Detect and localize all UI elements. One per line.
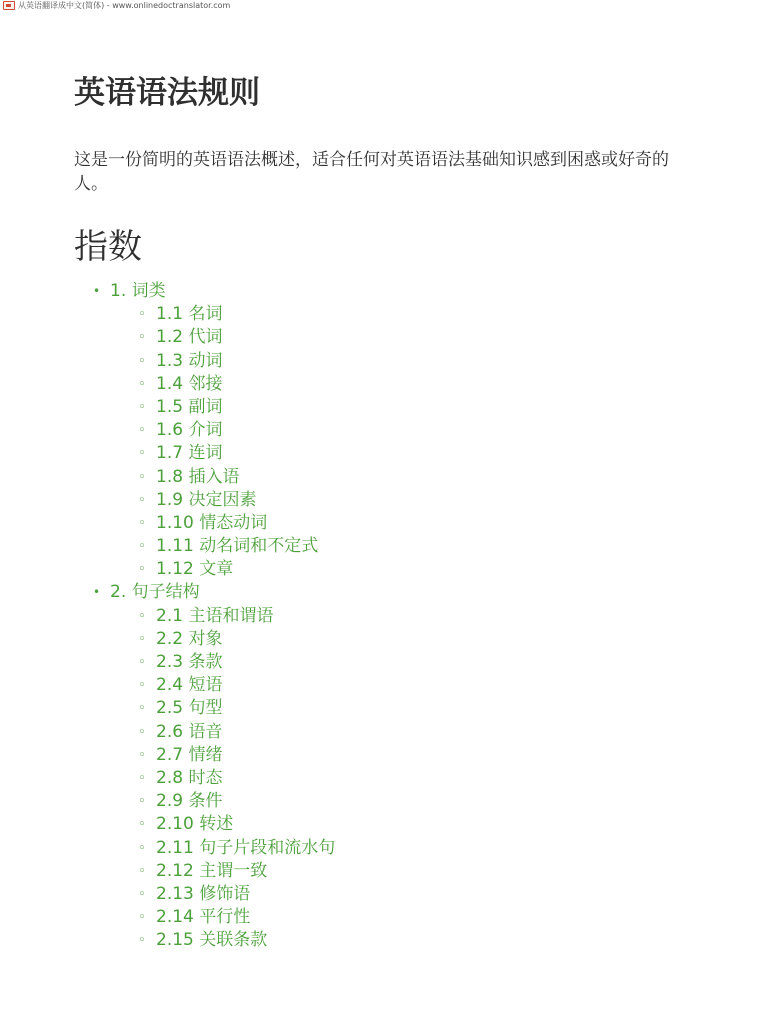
watermark-text: 从英语翻译成中文(简体) - www.onlinedoctranslator.com bbox=[18, 1, 231, 10]
toc-item-link[interactable] bbox=[138, 396, 335, 419]
toc-item-label: 1.10 情态动词 bbox=[156, 512, 268, 533]
toc-item-label: 2.15 关联条款 bbox=[156, 930, 268, 951]
toc-item-label: 1.7 连词 bbox=[156, 443, 223, 464]
bullet-circle-icon: ◦ bbox=[138, 515, 146, 531]
toc-item-label: 2.1 主语和谓语 bbox=[156, 605, 274, 626]
toc-item-label: 2.14 平行性 bbox=[156, 907, 251, 928]
toc-item-link[interactable] bbox=[138, 303, 335, 326]
toc-item-label: 1.8 插入语 bbox=[156, 466, 240, 487]
translator-watermark bbox=[3, 0, 230, 11]
bullet-circle-icon: ◦ bbox=[138, 655, 146, 670]
bullet-circle-icon: ◦ bbox=[138, 840, 146, 856]
toc-item-label: 2.9 条件 bbox=[156, 791, 223, 812]
toc-item-label: 2.8 时态 bbox=[156, 767, 223, 788]
toc-item-link[interactable] bbox=[138, 373, 335, 396]
bullet-circle-icon: ◦ bbox=[138, 863, 146, 879]
bullet-dot-icon: • bbox=[93, 585, 101, 600]
toc-section-link[interactable] bbox=[93, 581, 335, 604]
toc-sublist bbox=[110, 605, 335, 953]
toc-item-label: 1.3 动词 bbox=[156, 350, 223, 371]
bullet-circle-icon: ◦ bbox=[138, 886, 146, 902]
toc-item-link[interactable] bbox=[138, 929, 335, 952]
toc-heading: 指数 bbox=[74, 227, 142, 267]
toc-item-label: 2.10 转述 bbox=[156, 814, 234, 835]
bullet-circle-icon: ◦ bbox=[138, 724, 146, 740]
toc-item-label: 1.2 代词 bbox=[156, 327, 223, 348]
translator-logo-icon bbox=[3, 1, 15, 10]
bullet-circle-icon: ◦ bbox=[138, 817, 146, 833]
toc-item-link[interactable] bbox=[138, 419, 335, 442]
toc-section bbox=[74, 280, 335, 581]
bullet-circle-icon: ◦ bbox=[138, 469, 146, 485]
toc-item-label: 1.9 决定因素 bbox=[156, 489, 257, 510]
toc-item-link[interactable] bbox=[138, 767, 335, 790]
toc-section-link[interactable] bbox=[93, 280, 335, 303]
bullet-circle-icon: ◦ bbox=[138, 794, 146, 810]
bullet-circle-icon: ◦ bbox=[138, 492, 146, 508]
toc-item-link[interactable] bbox=[138, 326, 335, 349]
toc-item-link[interactable] bbox=[138, 651, 335, 674]
bullet-circle-icon: ◦ bbox=[138, 933, 146, 949]
toc-item-label: 2.3 条款 bbox=[156, 652, 223, 672]
bullet-circle-icon: ◦ bbox=[138, 539, 146, 555]
toc-item-label: 2.2 对象 bbox=[156, 628, 223, 649]
toc-item-label: 1.12 文章 bbox=[156, 559, 234, 580]
toc-item-label: 2.4 短语 bbox=[156, 675, 223, 696]
toc-item-link[interactable] bbox=[138, 489, 335, 512]
toc-section-label: 2. 句子结构 bbox=[110, 582, 200, 603]
bullet-circle-icon: ◦ bbox=[138, 446, 146, 462]
toc-item-link[interactable] bbox=[138, 744, 335, 767]
toc-item-link[interactable] bbox=[138, 558, 335, 581]
toc-item-link[interactable] bbox=[138, 906, 335, 929]
bullet-circle-icon: ◦ bbox=[138, 330, 146, 346]
bullet-circle-icon: ◦ bbox=[138, 631, 146, 647]
toc-item-label: 1.11 动名词和不定式 bbox=[156, 536, 319, 557]
bullet-circle-icon: ◦ bbox=[138, 747, 146, 763]
toc-item-label: 1.1 名词 bbox=[156, 304, 223, 325]
intro-paragraph: 这是一份简明的英语语法概述，适合任何对英语语法基础知识感到困惑或好奇的人。 bbox=[74, 150, 669, 194]
toc-item-label: 2.12 主谓一致 bbox=[156, 860, 268, 881]
bullet-circle-icon: ◦ bbox=[138, 353, 146, 369]
toc-item-link[interactable] bbox=[138, 790, 335, 813]
toc-item-link[interactable] bbox=[138, 628, 335, 651]
bullet-circle-icon: ◦ bbox=[138, 376, 146, 392]
toc-item-label: 2.11 句子片段和流水句 bbox=[156, 837, 336, 858]
toc-item-link[interactable] bbox=[138, 512, 335, 535]
toc-item-link[interactable] bbox=[138, 442, 335, 465]
document-title: 英语语法规则 bbox=[74, 75, 260, 111]
bullet-circle-icon: ◦ bbox=[138, 770, 146, 786]
bullet-circle-icon: ◦ bbox=[138, 399, 146, 415]
bullet-circle-icon: ◦ bbox=[138, 307, 146, 323]
toc-item-link[interactable] bbox=[138, 605, 335, 628]
toc-sublist bbox=[110, 303, 335, 581]
toc-item-link[interactable] bbox=[138, 860, 335, 883]
toc-item-label: 2.5 句型 bbox=[156, 698, 223, 719]
bullet-circle-icon: ◦ bbox=[138, 562, 146, 578]
toc-item-link[interactable] bbox=[138, 721, 335, 744]
bullet-circle-icon: ◦ bbox=[138, 608, 146, 624]
bullet-circle-icon: ◦ bbox=[138, 701, 146, 717]
toc-item-link[interactable] bbox=[138, 350, 335, 373]
toc-item-label: 2.7 情绪 bbox=[156, 744, 223, 765]
toc-item-link[interactable] bbox=[138, 697, 335, 720]
toc-item-label: 1.5 副词 bbox=[156, 396, 223, 417]
toc-item-link[interactable] bbox=[138, 837, 336, 860]
bullet-circle-icon: ◦ bbox=[138, 678, 146, 694]
toc-item-link[interactable] bbox=[138, 466, 335, 489]
toc-section bbox=[74, 581, 335, 952]
bullet-circle-icon: ◦ bbox=[138, 910, 146, 926]
toc-item-link[interactable] bbox=[138, 883, 335, 906]
toc-item-label: 1.4 邻接 bbox=[156, 373, 223, 394]
toc-item-link[interactable] bbox=[138, 535, 335, 558]
toc-item-label: 1.6 介词 bbox=[156, 420, 223, 441]
toc-item-label: 2.13 修饰语 bbox=[156, 883, 251, 904]
toc-item-link[interactable] bbox=[138, 674, 335, 697]
toc-item-label: 2.6 语音 bbox=[156, 721, 223, 742]
toc-section-label: 1. 词类 bbox=[110, 281, 166, 301]
toc-item-link[interactable] bbox=[138, 813, 335, 836]
table-of-contents bbox=[74, 280, 335, 952]
bullet-dot-icon: • bbox=[93, 284, 101, 298]
bullet-circle-icon: ◦ bbox=[138, 423, 146, 439]
